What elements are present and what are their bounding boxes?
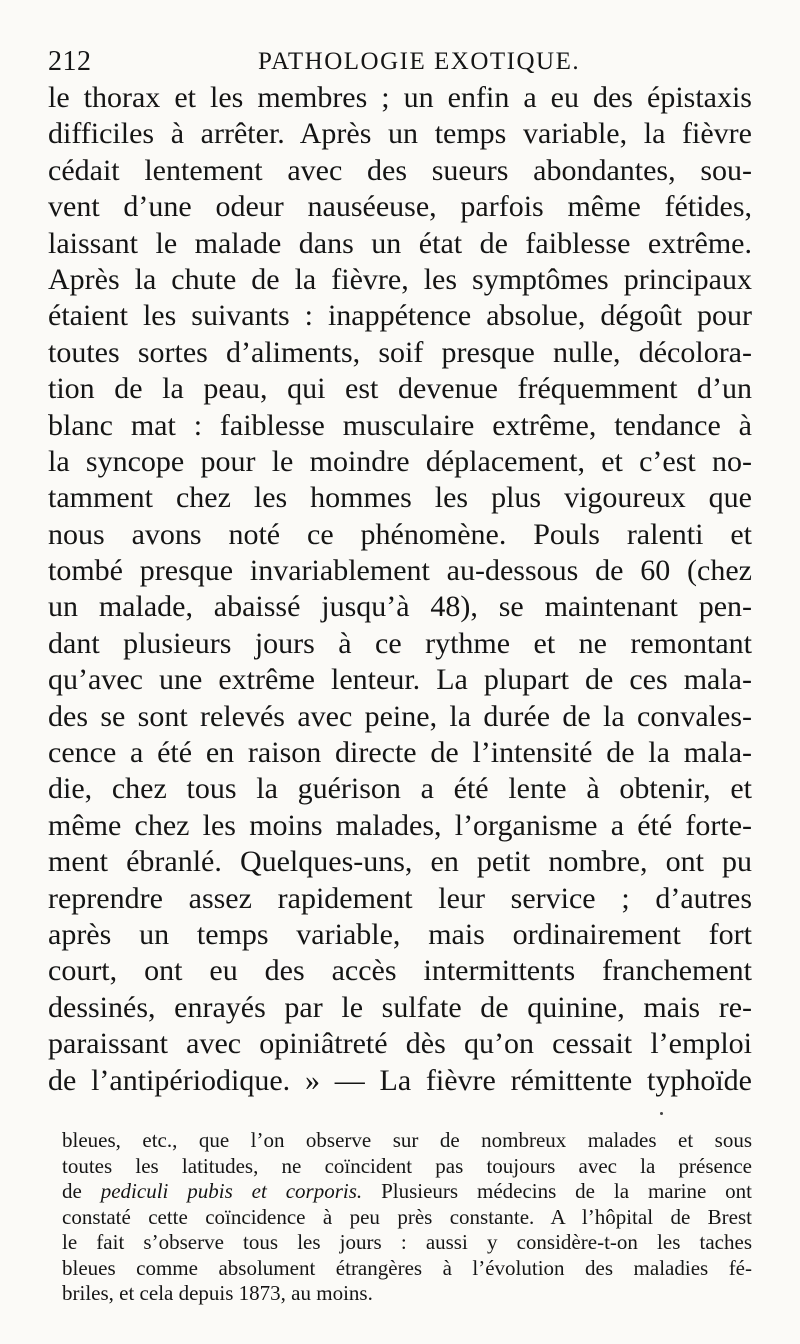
- print-speck: [660, 1112, 663, 1115]
- footnote-text: Plusieurs médecins de la marine ont: [362, 1179, 752, 1203]
- text-line: blanc mat : faiblesse musculaire extrême, tendance à: [48, 408, 752, 442]
- text-line: vent d’une odeur nauséeuse, parfois même fétides,: [48, 190, 752, 224]
- text-line: le thorax et les membres ; un enfin a eu des épistaxis: [48, 81, 752, 114]
- text-line: la syncope pour le moindre déplacement, et c’est no-: [48, 444, 752, 478]
- page-header: [48, 46, 752, 82]
- footnote-line: bleues, etc., que l’on observe sur de nombreux malades et sous: [62, 1128, 752, 1152]
- footnote-italic-term: pediculi pubis et corporis.: [100, 1179, 363, 1203]
- footnote-text: de: [62, 1179, 101, 1203]
- text-line: qu’avec une extrême lenteur. La plupart de ces mala-: [48, 663, 752, 697]
- text-line: même chez les moins malades, l’organisme a été forte-: [48, 808, 752, 842]
- footnote-block: [62, 1128, 752, 1307]
- running-title: PATHOLOGIE EXOTIQUE.: [258, 48, 581, 75]
- text-line: dant plusieurs jours à ce rythme et ne remontant: [48, 626, 752, 660]
- text-line: tombé presque invariablement au-dessous de 60 (chez: [48, 554, 752, 588]
- text-line: paraissant avec opiniâtreté dès qu’on cessait l’emploi: [48, 1027, 752, 1061]
- footnote-line: bleues comme absolument étrangères à l’évolution des maladies fé-: [62, 1255, 752, 1280]
- text-line: die, chez tous la guérison a été lente à obtenir, et: [48, 772, 752, 806]
- text-line: ment ébranlé. Quelques-uns, en petit nombre, ont pu: [48, 845, 752, 879]
- text-line: tamment chez les hommes les plus vigoureux que: [48, 481, 752, 515]
- text-line: reprendre assez rapidement leur service ; d’autres: [48, 881, 752, 915]
- text-line: dessinés, enrayés par le sulfate de quinine, mais re-: [48, 990, 752, 1024]
- text-line: court, ont eu des accès intermittents franchement: [48, 954, 752, 988]
- text-line: toutes sortes d’aliments, soif presque nulle, décolora-: [48, 335, 752, 369]
- text-line: étaient les suivants : inappétence absolue, dégoût pour: [48, 299, 752, 333]
- main-text-block: [48, 80, 752, 1099]
- text-line: nous avons noté ce phénomène. Pouls ralenti et: [48, 517, 752, 551]
- footnote-line: briles, et cela depuis 1873, au moins.: [62, 1281, 373, 1305]
- text-line: un malade, abaissé jusqu’à 48), se maintenant pen-: [48, 590, 752, 624]
- footnote-line: le fait s’observe tous les jours : aussi y considère-t-on les taches: [62, 1230, 752, 1254]
- footnote-line: [62, 1179, 752, 1205]
- text-line: Après la chute de la fièvre, les symptômes principaux: [48, 262, 752, 296]
- text-line: après un temps variable, mais ordinairement fort: [48, 917, 752, 951]
- text-line: laissant le malade dans un état de faiblesse extrême.: [48, 226, 752, 260]
- footnote-line: constaté cette coïncidence à peu près constante. A l’hôpital de Brest: [62, 1204, 752, 1229]
- text-line: cence a été en raison directe de l’intensité de la mala-: [48, 736, 752, 770]
- text-line: des se sont relevés avec peine, la durée de la convales-: [48, 699, 752, 733]
- text-line: de l’antipériodique. » — La fièvre rémittente typhoïde: [48, 1063, 752, 1097]
- page-number: 212: [48, 46, 92, 77]
- text-line: tion de la peau, qui est devenue fréquemment d’un: [48, 372, 752, 406]
- text-line: difficiles à arrêter. Après un temps variable, la fièvre: [48, 117, 752, 151]
- text-line: cédait lentement avec des sueurs abondantes, sou-: [48, 153, 752, 187]
- footnote-line: toutes les latitudes, ne coïncident pas toujours avec la présence: [62, 1153, 752, 1178]
